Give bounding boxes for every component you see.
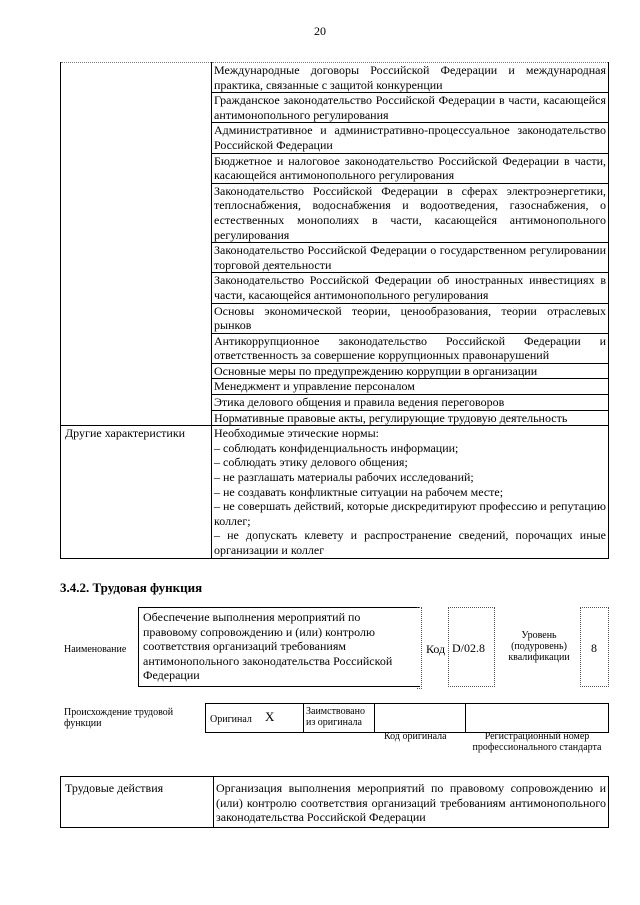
name-box-edge xyxy=(417,607,422,689)
knowledge-item: Нормативные правовые акты, регулирующие трудовую деятельность xyxy=(212,410,609,426)
knowledge-item: Международные договоры Российской Федерации и международная практика, связанные с защитой конкуренции xyxy=(212,63,609,93)
reg-number-box xyxy=(465,703,609,733)
knowledge-table xyxy=(60,62,609,559)
knowledge-item: Основы экономической теории, ценообразования, теории отраслевых рынков xyxy=(212,303,609,333)
ethics-line: – не создавать конфликтные ситуации на рабочем месте; xyxy=(214,484,504,499)
ethics-line: – соблюдать конфиденциальность информации; xyxy=(214,440,459,455)
ethics-line: – не разглашать материалы рабочих исследований; xyxy=(214,470,474,485)
knowledge-item: Законодательство Российской Федерации об иностранных инвестициях в части, касающейся антимонопольного регулирования xyxy=(212,273,609,303)
knowledge-item: Гражданское законодательство Российской Федерации в части, касающейся антимонопольного регулирования xyxy=(212,93,609,123)
name-value: Обеспечение выполнения мероприятий по правовому сопровождению и (или) контролю соответствия организаций требованиям антимонопольного законодательства Российской Федерации xyxy=(138,607,420,687)
page-number: 20 xyxy=(314,24,326,38)
other-characteristics-cell xyxy=(212,426,609,558)
level-label: Уровень (подуровень) квалификации xyxy=(508,630,570,663)
section-heading: 3.4.2. Трудовая функция xyxy=(60,580,203,595)
level-value: 8 xyxy=(591,641,597,655)
code-value: D/02.8 xyxy=(452,641,485,655)
original-label: Оригинал xyxy=(210,714,252,725)
knowledge-item: Бюджетное и налоговое законодательство Российской Федерации в части, касающейся антимонопольного регулирования xyxy=(212,153,609,183)
borrowed-label: Заимствовано из оригинала xyxy=(306,706,365,728)
code-label: Код xyxy=(426,642,446,656)
ethics-line: – не допускать клевету и распространение сведений, порочащих иные организации и коллег xyxy=(214,528,606,557)
reg-number-label: Регистрационный номер профессионального стандарта xyxy=(472,731,602,753)
ethics-line: – не совершать действий, которые дискредитируют профессию и репутацию коллег; xyxy=(214,499,606,528)
knowledge-item: Этика делового общения и правила ведения переговоров xyxy=(212,395,609,411)
knowledge-item: Законодательство Российской Федерации в сферах электроэнергетики, теплоснабжения, водоснабжения и водоотведения, газоснабжения, о естественных монополиях в части, касающейся антимонопольного регулирования xyxy=(212,183,609,242)
knowledge-item: Антикоррупционное законодательство Российской Федерации и ответственность за совершение коррупционных правонарушений xyxy=(212,333,609,363)
code-original-box xyxy=(374,703,466,733)
ethics-line: – соблюдать этику делового общения; xyxy=(214,455,408,470)
other-characteristics-label: Другие характеристики xyxy=(61,426,212,558)
origin-label: Происхождение трудовой функции xyxy=(64,707,174,729)
labor-actions-table xyxy=(60,776,609,828)
knowledge-label-cell xyxy=(61,63,212,426)
knowledge-item: Законодательство Российской Федерации о государственном регулировании торговой деятельности xyxy=(212,243,609,273)
knowledge-item: Административное и административно-процессуальное законодательство Российской Федерации xyxy=(212,123,609,153)
name-label: Наименование xyxy=(64,644,127,655)
knowledge-item: Менеджмент и управление персоналом xyxy=(212,379,609,395)
original-mark: X xyxy=(265,709,275,724)
labor-actions-label: Трудовые действия xyxy=(61,777,214,828)
knowledge-item: Основные меры по предупреждению коррупции в организации xyxy=(212,363,609,379)
code-original-label: Код оригинала xyxy=(384,731,447,742)
labor-actions-value: Организация выполнения мероприятий по правовому сопровождению и (или) контролю соответствия организаций требованиям антимонопольного законодательства Российской Федерации xyxy=(214,777,609,828)
ethics-line: Необходимые этические нормы: xyxy=(214,426,379,441)
